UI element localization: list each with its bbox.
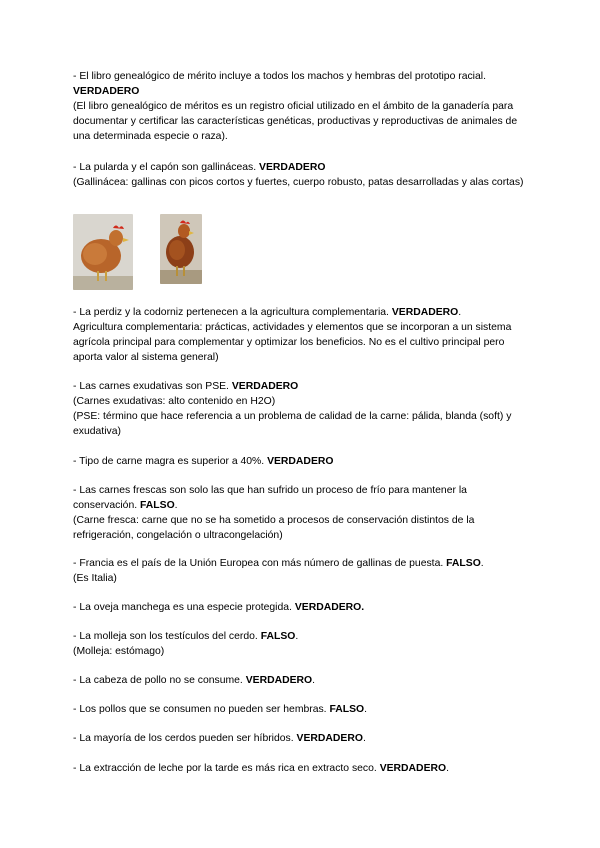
answer-label: FALSO [140,500,175,511]
statement-8 [73,600,533,615]
statement-9: - La molleja son los testículos del cerdo. FALSO. (Molleja: estómago) [73,631,299,657]
statement-13: - La extracción de leche por la tarde es más rica en extracto seco. VERDADERO. [73,763,449,774]
answer-label: VERDADERO [73,86,140,97]
statement-2 [73,160,533,190]
question-text: - El libro genealógico de mérito incluye a todos los machos y hembras del prototipo racial. [73,71,486,82]
question-text: - Tipo de carne magra es superior a 40%. [73,456,265,467]
statement-3: - La perdiz y la codorniz pertenecen a la agricultura complementaria. VERDADERO. Agricultura complementaria: prácticas, actividades y elementos que se incorporan a un sistema agrícola principal para complementar y optimizar los beneficios. No es el cultivo principal pero aporta valor al sistema general) [73,307,512,363]
statement-1 [73,69,533,144]
hen-photo [160,214,202,284]
question-text: - La mayoría de los cerdos pueden ser híbridos. [73,733,294,744]
question-text: - La pularda y el capón son gallináceas. [73,162,257,173]
answer-label: FALSO [260,631,296,642]
statement-4 [73,379,533,439]
explanation-note: Agricultura complementaria: prácticas, actividades y elementos que se incorporan a un sistema agrícola principal para complementar y optimizar los beneficios. No es el cultivo principal pero aporta valor al sistema general) [73,322,512,363]
answer-label: FALSO [329,704,365,715]
answer-label: VERDADERO [259,162,326,173]
question-text: - La oveja manchega es una especie protegida. [73,602,292,613]
hen-illustration [160,214,202,284]
answer-label: VERDADERO [379,763,447,774]
hen-photo [73,214,133,290]
answer-label: VERDADERO. [294,602,365,613]
answer-label: VERDADERO [231,381,299,392]
answer-label: FALSO [446,558,481,569]
statement-5 [73,454,533,469]
question-text: - La perdiz y la codorniz pertenecen a la agricultura complementaria. [73,307,389,318]
statement-7: - Francia es el país de la Unión Europea con más número de gallinas de puesta. FALSO. (Es Italia) [73,558,484,584]
hen-illustration [73,214,133,290]
answer-label: VERDADERO [267,456,334,467]
question-text: - Las carnes frescas son solo las que han sufrido un proceso de frío para mantener la conservación. [73,485,467,511]
explanation-note: (Molleja: estómago) [73,646,165,657]
question-text: - Francia es el país de la Unión Europea con más número de gallinas de puesta. [73,558,444,569]
explanation-note: (Carnes exudativas: alto contenido en H2O) (PSE: término que hace referencia a un problema de calidad de la carne: pálida, blanda (soft) y exudativa) [73,396,512,437]
explanation-note: (Es Italia) [73,573,117,584]
statement-11: - Los pollos que se consumen no pueden ser hembras. FALSO. [73,704,367,715]
statement-12: - La mayoría de los cerdos pueden ser híbridos. VERDADERO. [73,733,366,744]
question-text: - Los pollos que se consumen no pueden ser hembras. [73,704,327,715]
explanation-note: (Gallinácea: gallinas con picos cortos y fuertes, cuerpo robusto, patas desarrolladas y alas cortas) [73,177,524,188]
statement-10: - La cabeza de pollo no se consume. VERDADERO. [73,675,316,686]
question-text: - La molleja son los testículos del cerdo. [73,631,258,642]
explanation-note: (El libro genealógico de méritos es un registro oficial utilizado en el ámbito de la ganadería para documentar y certificar las características genéticas, productivas y reproductivas de animales de una determinada especie o raza). [73,101,518,142]
explanation-note: (Carne fresca: carne que no se ha sometido a procesos de conservación distintos de la refrigeración, congelación o ultracongelación) [73,515,475,541]
answer-label: VERDADERO [391,307,459,318]
question-text: - La extracción de leche por la tarde es más rica en extracto seco. [73,763,377,774]
answer-label: VERDADERO [296,733,363,744]
statement-6: - Las carnes frescas son solo las que han sufrido un proceso de frío para mantener la conservación. FALSO. (Carne fresca: carne que no se ha sometido a procesos de conservación distintos de la refrigeración, congelación o ultracongelación) [73,485,475,541]
question-text: - La cabeza de pollo no se consume. [73,675,243,686]
answer-label: VERDADERO [245,675,313,686]
question-text: - Las carnes exudativas son PSE. [73,381,229,392]
